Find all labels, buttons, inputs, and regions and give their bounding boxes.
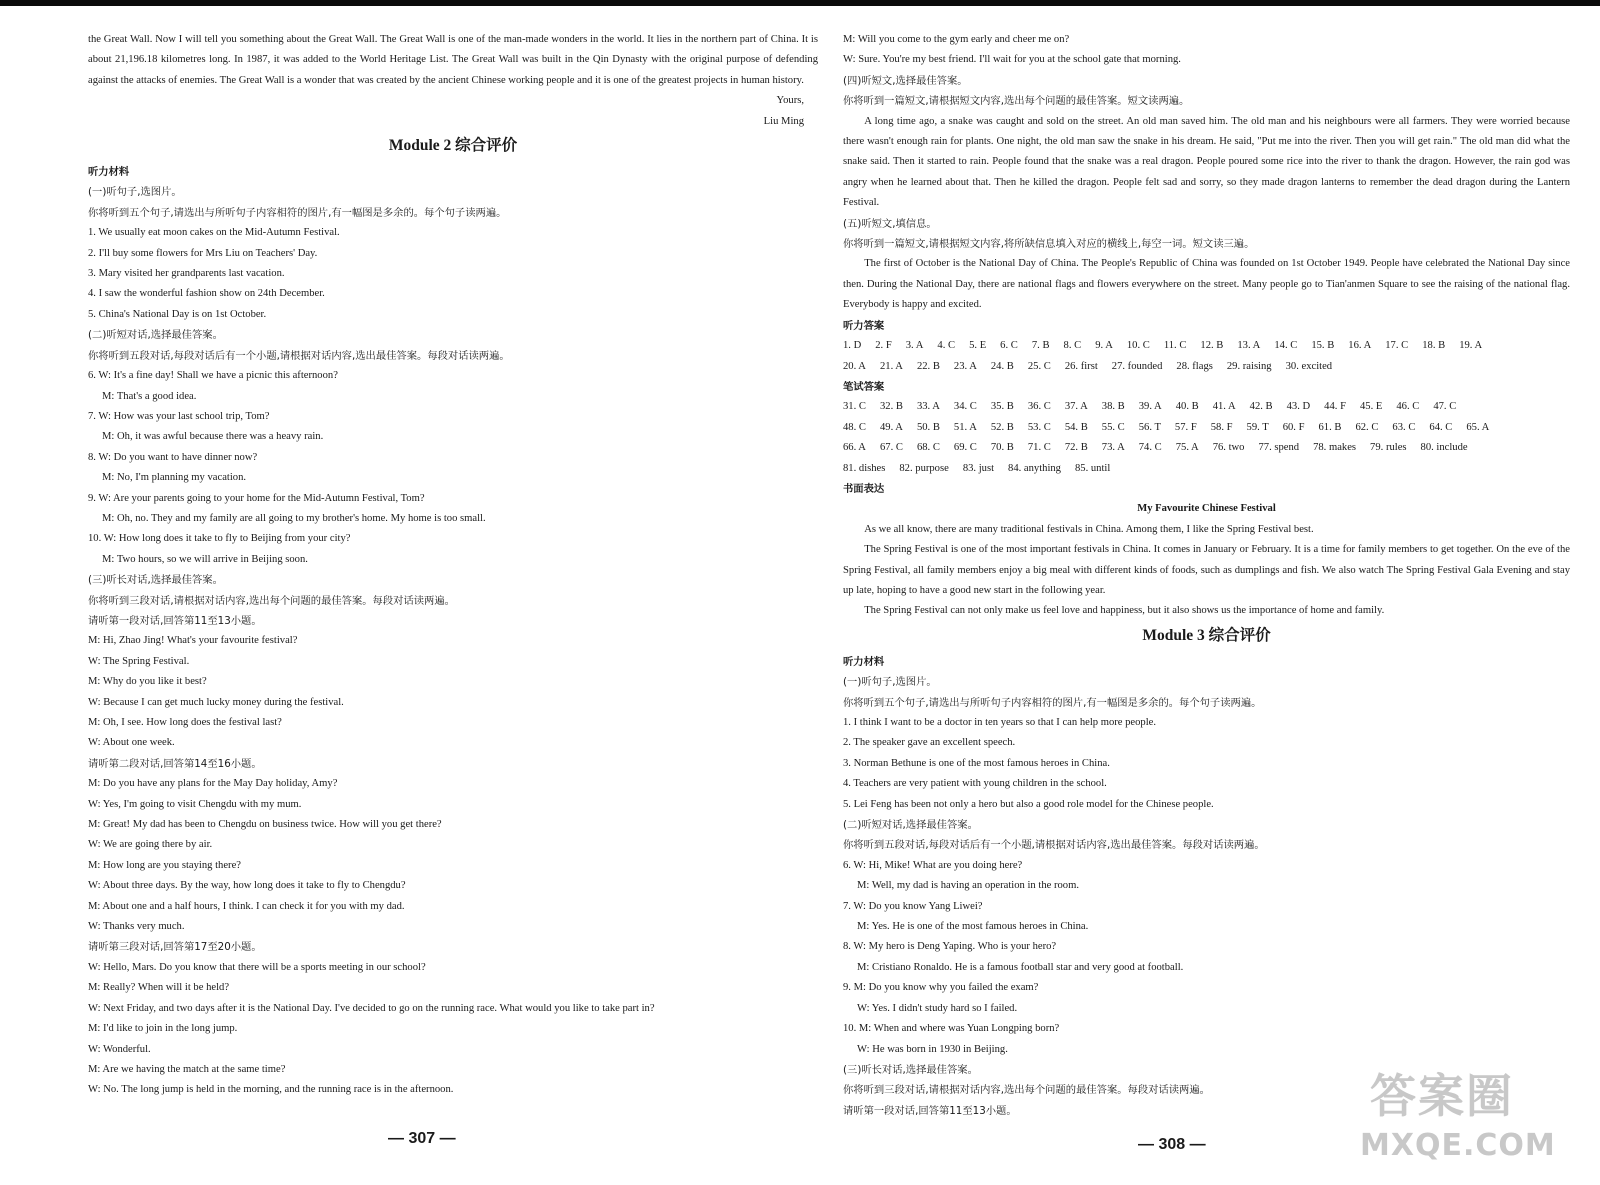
- module-3-title: Module 3 综合评价: [1142, 626, 1271, 644]
- section-instruction-line: 你将听到五个句子,请选出与所听句子内容相符的图片,有一幅图是多余的。每个句子读两遍。: [843, 696, 1262, 709]
- answer-item: 16. A: [1348, 340, 1372, 352]
- answer-item: 73. A: [1101, 442, 1125, 454]
- section-instruction-line: 请听第一段对话,回答第11至13小题。: [88, 614, 262, 627]
- section-instruction-line: (二)听短对话,选择最佳答案。: [88, 329, 223, 342]
- answer-item: 17. C: [1385, 340, 1409, 352]
- answer-item: 21. A: [879, 360, 903, 372]
- answer-item: 75. A: [1175, 442, 1199, 454]
- answer-item: 66. A: [843, 442, 866, 454]
- answer-item: 10. C: [1126, 340, 1150, 352]
- passage-national-day: The first of October is the National Day of China. The People's Republic of China was founded on 1st October 1949. People have celebrated the National Day since then. During the National Day, there are national flags and flowers everywhere on the street. Many people go to Tian'anmen Square to see the raising of the national flag. Everybody is happy and excited.: [843, 258, 1570, 311]
- answer-row: [843, 397, 1570, 417]
- answer-item: 36. C: [1027, 401, 1051, 413]
- left-page: [88, 30, 818, 1101]
- script-line: 4. Teachers are very patient with young children in the school.: [843, 778, 1107, 790]
- answer-item: 3. A: [905, 340, 924, 352]
- script-line: M: Are we having the match at the same time?: [88, 1063, 286, 1075]
- script-line: W: About three days. By the way, how long does it take to fly to Chengdu?: [88, 880, 406, 892]
- script-line: M: Hi, Zhao Jing! What's your favourite festival?: [88, 635, 298, 647]
- answer-item: 35. B: [990, 401, 1014, 413]
- section-instruction-line: 请听第二段对话,回答第14至16小题。: [88, 757, 262, 770]
- section-instruction-line: 你将听到五段对话,每段对话后有一个小题,请根据对话内容,选出最佳答案。每段对话读两遍。: [88, 349, 510, 362]
- script-line: 6. W: It's a fine day! Shall we have a picnic this afternoon?: [88, 370, 338, 382]
- answer-item: 25. C: [1027, 360, 1051, 372]
- answer-item: 76. two: [1212, 442, 1245, 454]
- script-line: M: Will you come to the gym early and cheer me on?: [843, 34, 1070, 45]
- answer-item: 50. B: [916, 421, 940, 433]
- script-line: M: I'd like to join in the long jump.: [88, 1023, 238, 1035]
- answer-item: 38. B: [1101, 401, 1125, 413]
- listening-script-lines: [843, 672, 1570, 1121]
- script-line: W: He was born in 1930 in Beijing.: [857, 1043, 1008, 1055]
- listening-script-lines: [88, 182, 818, 1100]
- script-line: 3. Mary visited her grandparents last vacation.: [88, 268, 285, 280]
- essay-paragraph: The Spring Festival can not only make us feel love and happiness, but it also shows us the importance of home and family.: [864, 605, 1385, 617]
- script-line: 1. We usually eat moon cakes on the Mid-Autumn Festival.: [88, 227, 340, 239]
- answer-item: 9. A: [1095, 340, 1113, 352]
- script-line: W: The Spring Festival.: [88, 655, 190, 667]
- script-line: M: Cristiano Ronaldo. He is a famous football star and very good at football.: [857, 961, 1184, 973]
- right-page: [843, 30, 1570, 1121]
- answer-item: 53. C: [1027, 421, 1051, 433]
- answer-item: 30. excited: [1285, 360, 1333, 372]
- section-instruction-line: 请听第三段对话,回答第17至20小题。: [88, 941, 262, 954]
- answer-item: 24. B: [990, 360, 1014, 372]
- answer-item: 28. flags: [1176, 360, 1213, 372]
- section-5-instructions: 你将听到一篇短文,请根据短文内容,将所缺信息填入对应的横线上,每空一词。短文读三遍。: [843, 238, 1255, 251]
- essay-paragraph: As we all know, there are many traditional festivals in China. Among them, I like the Spring Festival best.: [864, 523, 1314, 535]
- section-instruction-line: 你将听到一篇短文,请根据短文内容,选出每个问题的最佳答案。短文读两遍。: [843, 95, 1190, 108]
- answer-item: 26. first: [1064, 360, 1098, 372]
- script-line: 5. Lei Feng has been not only a hero but also a good role model for the Chinese people.: [843, 798, 1214, 810]
- answer-item: 80. include: [1420, 442, 1468, 454]
- answer-item: 4. C: [937, 340, 956, 352]
- page-number-307: — 307 —: [388, 1130, 456, 1147]
- script-line: 2. The speaker gave an excellent speech.: [843, 737, 1016, 749]
- answer-item: 22. B: [916, 360, 940, 372]
- answer-item: 56. T: [1138, 421, 1161, 433]
- answer-item: 64. C: [1429, 421, 1453, 433]
- script-line: W: No. The long jump is held in the morning, and the running race is in the afternoon.: [88, 1084, 454, 1096]
- answer-item: 39. A: [1138, 401, 1162, 413]
- answer-item: 42. B: [1249, 401, 1273, 413]
- script-line: 7. W: How was your last school trip, Tom?: [88, 410, 270, 422]
- script-line: 2. I'll buy some flowers for Mrs Liu on Teachers' Day.: [88, 247, 318, 259]
- intro-paragraph: the Great Wall. Now I will tell you something about the Great Wall. The Great Wall is one of the man-made wonders in the world. It lies in the northern part of China. It is about 21,196.18 kilometres long. In 1987, it was added to the World Heritage List. The Great Wall was built in the Qin Dynasty with the original purpose of defending against the attacks of enemies. The Great Wall is a wonder that was created by the ancient Chinese working people and it is one of the greatest projects in human history.: [88, 34, 818, 86]
- section-instruction-line: 你将听到五段对话,每段对话后有一个小题,请根据对话内容,选出最佳答案。每段对话读两遍。: [843, 839, 1265, 852]
- section-instruction-line: 你将听到五个句子,请选出与所听句子内容相符的图片,有一幅图是多余的。每个句子读两遍。: [88, 206, 507, 219]
- script-line: M: Oh, I see. How long does the festival last?: [88, 717, 282, 728]
- script-line: 9. W: Are your parents going to your home for the Mid-Autumn Festival, Tom?: [88, 492, 425, 504]
- passage-snake-dragon: A long time ago, a snake was caught and sold on the street. An old man saved him. The old man and his neighbours were all farmers. They were worried because there wasn't enough rain for plants. One night, the old man saw the snake in his dream. He said, "Put me into the river. Then you will get rain." The old man did what the snake said. Then it started to rain. People found that the snake was a real dragon. People poured some rice into the river to thank the dragon. However, the rain god was angry when he learned about that. Then he killed the dragon. People felt sad and sorry, so they made dragon lanterns to remember the dead dragon during the Lantern Festival.: [843, 115, 1570, 209]
- answer-item: 62. C: [1355, 421, 1379, 433]
- script-line: M: That's a good idea.: [102, 390, 197, 402]
- answer-item: 8. C: [1063, 340, 1082, 352]
- script-line: 3. Norman Bethune is one of the most famous heroes in China.: [843, 757, 1110, 769]
- script-line: W: Yes, I'm going to visit Chengdu with my mum.: [88, 798, 302, 810]
- script-line: 7. W: Do you know Yang Liwei?: [843, 900, 983, 912]
- answer-row: [843, 438, 1570, 458]
- answer-item: 55. C: [1101, 421, 1125, 433]
- answer-item: 33. A: [916, 401, 940, 413]
- answer-row: [843, 418, 1570, 438]
- letter-signature: Liu Ming: [763, 115, 804, 127]
- answer-item: 1. D: [843, 340, 862, 352]
- answer-item: 31. C: [843, 401, 866, 413]
- script-line: W: About one week.: [88, 737, 175, 749]
- section-instruction-line: 请听第一段对话,回答第11至13小题。: [843, 1104, 1017, 1117]
- answer-item: 34. C: [953, 401, 977, 413]
- answer-item: 70. B: [990, 442, 1014, 454]
- answer-item: 15. B: [1311, 340, 1335, 352]
- listening-material-heading: 听力材料: [843, 655, 885, 668]
- answer-item: 52. B: [990, 421, 1014, 433]
- script-line: 4. I saw the wonderful fashion show on 24th December.: [88, 288, 325, 300]
- answer-item: 45. E: [1359, 401, 1383, 413]
- writing-heading: 书面表达: [843, 482, 885, 495]
- section-instruction-line: (一)听句子,选图片。: [88, 186, 182, 199]
- script-line: 6. W: Hi, Mike! What are you doing here?: [843, 859, 1023, 871]
- listening-material-heading: 听力材料: [88, 166, 130, 179]
- script-line: M: How long are you staying there?: [88, 859, 241, 871]
- script-line: M: Great! My dad has been to Chengdu on business twice. How will you get there?: [88, 819, 442, 831]
- answer-item: 83. just: [962, 462, 995, 474]
- answer-item: 18. B: [1422, 340, 1446, 352]
- script-line: M: No, I'm planning my vacation.: [102, 472, 247, 484]
- watermark-url: MXQE.COM: [1360, 1128, 1556, 1163]
- answer-item: 49. A: [879, 421, 903, 433]
- script-line: M: About one and a half hours, I think. I can check it for you with my dad.: [88, 900, 405, 912]
- answer-item: 7. B: [1031, 340, 1050, 352]
- answer-item: 61. B: [1318, 421, 1342, 433]
- answer-item: 23. A: [953, 360, 977, 372]
- answer-item: 54. B: [1064, 421, 1088, 433]
- script-line: M: Really? When will it be held?: [88, 982, 230, 994]
- module-2-title: Module 2 综合评价: [388, 137, 518, 155]
- answer-item: 77. spend: [1258, 442, 1300, 454]
- answer-item: 78. makes: [1313, 442, 1357, 454]
- section-instruction-line: (一)听句子,选图片。: [843, 676, 937, 689]
- section-instruction-line: 你将听到三段对话,请根据对话内容,选出每个问题的最佳答案。每段对话读两遍。: [88, 594, 455, 607]
- answer-row: [843, 357, 1570, 377]
- script-line: W: Yes. I didn't study hard so I failed.: [857, 1002, 1018, 1014]
- answer-item: 65. A: [1466, 421, 1490, 433]
- answer-item: 20. A: [843, 360, 866, 372]
- essay-paragraph: The Spring Festival is one of the most important festivals in China. It comes in January or February. It is a time for family members to get together. On the eve of the Spring Festival, all family members enjoy a big meal with different kinds of foods, such as dumplings and fish. We also watch The Spring Festival Gala Evening and stay up late, hoping to have a good new start in the following year.: [843, 544, 1570, 596]
- written-answers: [843, 397, 1570, 479]
- script-line: 1. I think I want to be a doctor in ten years so that I can help more people.: [843, 717, 1157, 728]
- answer-item: 58. F: [1210, 421, 1233, 433]
- answer-item: 19. A: [1459, 340, 1483, 352]
- section-instruction-line: (四)听短文,选择最佳答案。: [843, 74, 968, 87]
- answer-item: 29. raising: [1226, 360, 1272, 372]
- script-line: 8. W: My hero is Deng Yaping. Who is your hero?: [843, 941, 1057, 953]
- answer-item: 32. B: [879, 401, 903, 413]
- answer-item: 84. anything: [1008, 462, 1061, 474]
- answer-item: 13. A: [1237, 340, 1261, 352]
- answer-item: 48. C: [843, 421, 866, 433]
- written-answers-heading: 笔试答案: [843, 380, 885, 393]
- script-line: W: Next Friday, and two days after it is the National Day. I've decided to go on the running race. What would you like to take part in?: [88, 1002, 655, 1014]
- listening-script-continued: [843, 30, 1570, 112]
- answer-item: 40. B: [1175, 401, 1199, 413]
- answer-item: 57. F: [1174, 421, 1197, 433]
- watermark-text: 答案圈: [1370, 1069, 1514, 1123]
- answer-item: 71. C: [1027, 442, 1051, 454]
- script-line: W: Wonderful.: [88, 1043, 151, 1055]
- listening-answers: [843, 336, 1570, 377]
- answer-item: 81. dishes: [843, 462, 886, 474]
- answer-item: 85. until: [1074, 462, 1111, 474]
- answer-item: 68. C: [916, 442, 940, 454]
- section-instruction-line: (二)听短对话,选择最佳答案。: [843, 819, 978, 832]
- answer-item: 72. B: [1064, 442, 1088, 454]
- answer-item: 12. B: [1200, 340, 1224, 352]
- answer-item: 59. T: [1246, 421, 1269, 433]
- answer-item: 5. E: [969, 340, 987, 352]
- watermark-logo: [1340, 1060, 1580, 1170]
- answer-item: 11. C: [1163, 340, 1187, 352]
- script-line: W: Thanks very much.: [88, 921, 185, 933]
- section-instruction-line: (三)听长对话,选择最佳答案。: [88, 574, 223, 587]
- script-line: M: Yes. He is one of the most famous heroes in China.: [857, 921, 1089, 933]
- answer-item: 41. A: [1212, 401, 1236, 413]
- script-line: M: Two hours, so we will arrive in Beijing soon.: [102, 553, 308, 565]
- answer-item: 79. rules: [1370, 442, 1407, 454]
- script-line: 5. China's National Day is on 1st October.: [88, 308, 267, 320]
- script-line: M: Oh, it was awful because there was a heavy rain.: [102, 431, 324, 443]
- section-instruction-line: (三)听长对话,选择最佳答案。: [843, 1063, 978, 1076]
- script-line: 8. W: Do you want to have dinner now?: [88, 451, 258, 463]
- answer-item: 82. purpose: [899, 462, 949, 474]
- letter-closing: Yours,: [776, 95, 804, 107]
- answer-item: 46. C: [1396, 401, 1420, 413]
- essay-title: My Favourite Chinese Festival: [1137, 503, 1276, 515]
- script-line: M: Oh, no. They and my family are all going to my brother's home. My home is too small.: [102, 512, 486, 524]
- script-line: W: We are going there by air.: [88, 839, 213, 851]
- answer-item: 6. C: [1000, 340, 1018, 352]
- answer-item: 60. F: [1282, 421, 1305, 433]
- section-instruction-line: 你将听到三段对话,请根据对话内容,选出每个问题的最佳答案。每段对话读两遍。: [843, 1084, 1210, 1097]
- answer-item: 14. C: [1274, 340, 1298, 352]
- answer-item: 67. C: [879, 442, 903, 454]
- answer-item: 2. F: [875, 340, 892, 352]
- script-line: 10. W: How long does it take to fly to Beijing from your city?: [88, 533, 351, 545]
- answer-item: 51. A: [953, 421, 977, 433]
- script-line: M: Do you have any plans for the May Day holiday, Amy?: [88, 778, 338, 790]
- listening-answers-heading: 听力答案: [843, 319, 885, 332]
- answer-item: 47. C: [1433, 401, 1457, 413]
- script-line: W: Because I can get much lucky money during the festival.: [88, 696, 344, 708]
- script-line: M: Why do you like it best?: [88, 676, 207, 688]
- answer-item: 37. A: [1064, 401, 1088, 413]
- answer-row: [843, 459, 1570, 479]
- answer-item: 43. D: [1286, 401, 1311, 413]
- answer-item: 44. F: [1324, 401, 1346, 413]
- answer-item: 74. C: [1138, 442, 1162, 454]
- script-line: 9. M: Do you know why you failed the exam?: [843, 982, 1039, 994]
- answer-row: [843, 336, 1570, 356]
- script-line: W: Sure. You're my best friend. I'll wait for you at the school gate that morning.: [843, 54, 1181, 66]
- script-line: M: Well, my dad is having an operation in the room.: [857, 880, 1079, 892]
- page-number-308: — 308 —: [1138, 1136, 1206, 1153]
- answer-item: 69. C: [953, 442, 977, 454]
- scan-top-edge: [0, 0, 1600, 6]
- section-5-title: (五)听短文,填信息。: [843, 217, 937, 230]
- script-line: 10. M: When and where was Yuan Longping born?: [843, 1023, 1060, 1035]
- script-line: W: Hello, Mars. Do you know that there will be a sports meeting in our school?: [88, 961, 426, 973]
- answer-item: 63. C: [1392, 421, 1416, 433]
- answer-item: 27. founded: [1111, 360, 1163, 372]
